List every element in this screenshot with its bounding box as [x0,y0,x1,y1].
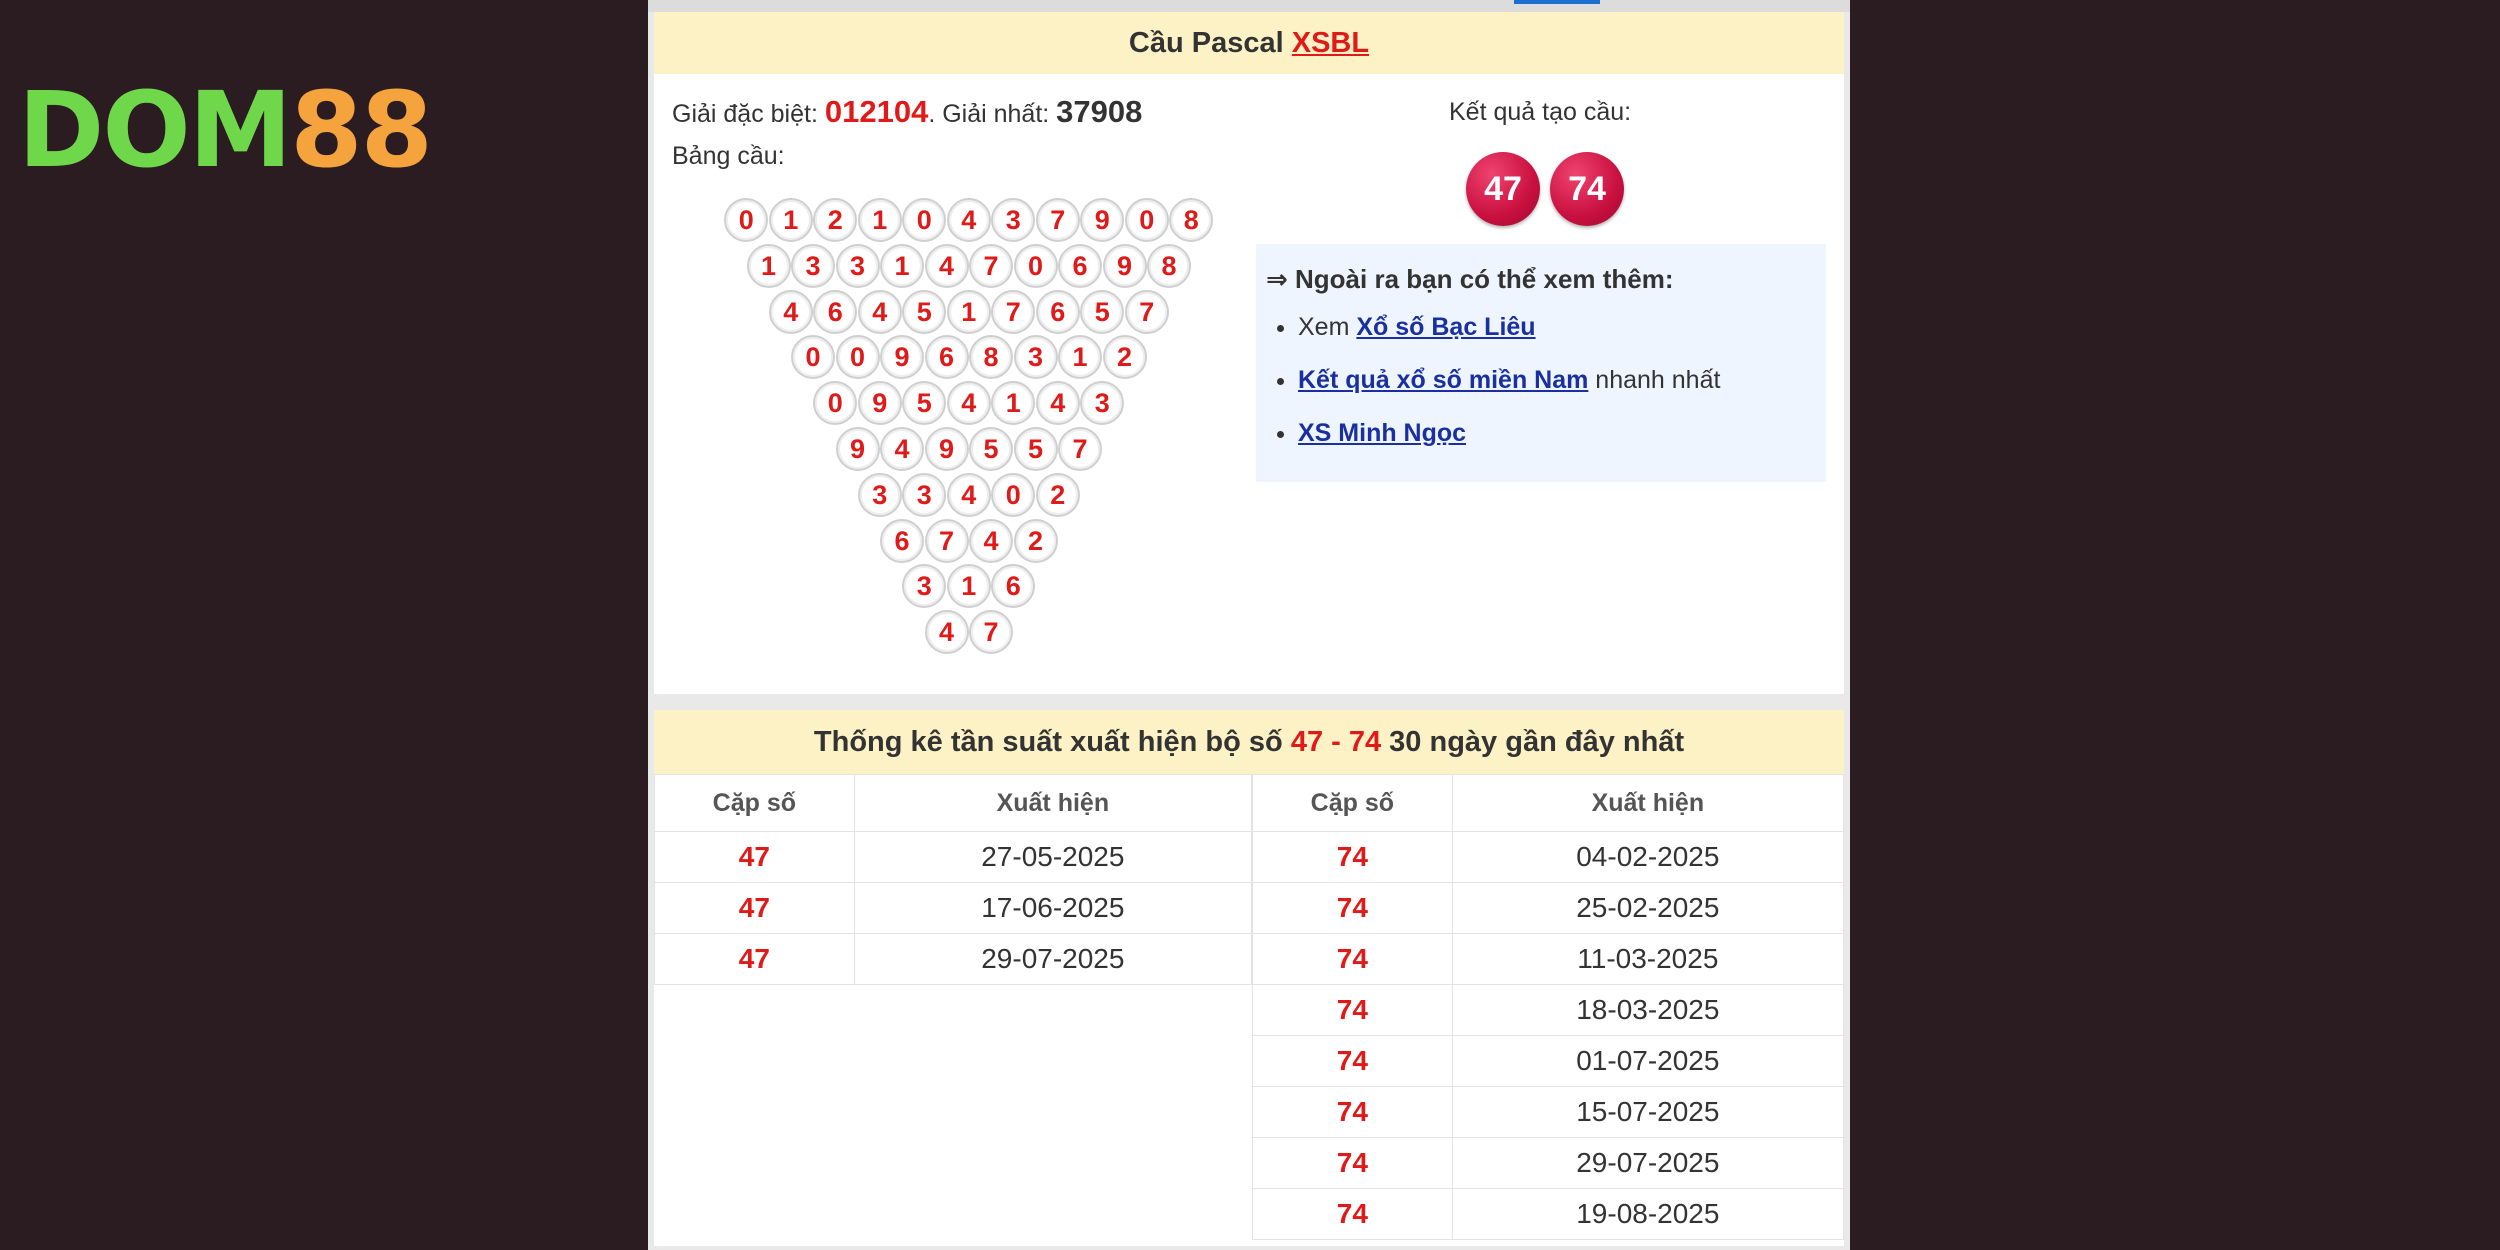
digit-ball: 3 [902,564,946,608]
stats-title-prefix: Thống kê tần suất xuất hiện bộ số [813,726,1291,758]
prize-info [672,94,1142,130]
digit-ball: 1 [1058,335,1102,379]
digit-ball: 3 [791,244,835,288]
digit-ball: 4 [769,290,813,334]
digit-ball: 3 [991,198,1035,242]
digit-ball: 4 [947,198,991,242]
digit-ball: 1 [947,564,991,608]
list-item [1298,310,1720,363]
pair-number: 47 [655,883,855,934]
digit-ball: 7 [1125,290,1169,334]
appear-date: 27-05-2025 [854,832,1251,883]
table-row [1253,883,1844,934]
digit-ball: 2 [1103,335,1147,379]
appear-date: 29-07-2025 [854,934,1251,985]
list-item [1298,363,1720,416]
digit-ball: 5 [969,427,1013,471]
col-header-appear: Xuất hiện [1452,775,1843,832]
pair-number: 74 [1253,1087,1453,1138]
stats-table-left [654,774,1252,985]
digit-ball: 9 [880,335,924,379]
digit-ball: 0 [1125,198,1169,242]
pascal-title [654,12,1844,74]
appear-date: 19-08-2025 [1452,1189,1843,1240]
digit-ball: 0 [836,335,880,379]
digit-ball: 3 [902,473,946,517]
xsbl-link[interactable]: XSBL [1291,27,1370,59]
dom88-logo [18,69,431,191]
digit-ball: 9 [1103,244,1147,288]
pair-number: 74 [1253,1036,1453,1087]
logo-part-dom: DOM [18,69,291,191]
appear-date: 11-03-2025 [1452,934,1843,985]
digit-ball: 7 [969,610,1013,654]
table-row [1253,1138,1844,1189]
triangle-row [902,564,1036,608]
digit-ball: 5 [902,381,946,425]
item-suffix: nhanh nhất [1588,366,1721,394]
table-row [655,832,1252,883]
digit-ball: 1 [747,244,791,288]
digit-ball: 3 [836,244,880,288]
digit-ball: 1 [947,290,991,334]
first-prize-label: . Giải nhất: [928,100,1057,128]
appear-date: 04-02-2025 [1452,832,1843,883]
xo-so-bac-lieu-link[interactable]: Xổ số Bạc Liêu [1356,313,1536,341]
page-content [648,0,1850,1250]
digit-ball: 2 [813,198,857,242]
digit-ball: 0 [902,198,946,242]
appear-date: 18-03-2025 [1452,985,1843,1036]
table-row [655,934,1252,985]
digit-ball: 0 [813,381,857,425]
appear-date: 17-06-2025 [854,883,1251,934]
digit-ball: 4 [1036,381,1080,425]
triangle-row [858,473,1081,517]
digit-ball: 7 [1058,427,1102,471]
result-label: Kết quả tạo cầu: [1449,98,1632,126]
digit-ball: 1 [769,198,813,242]
list-item [1298,416,1720,469]
pair-number: 74 [1253,883,1453,934]
digit-ball: 3 [858,473,902,517]
pascal-title-text: Cầu Pascal [1128,27,1292,59]
stats-panel [654,710,1844,1246]
table-label: Bảng cầu: [672,142,785,170]
digit-ball: 3 [1014,335,1058,379]
table-row [1253,1087,1844,1138]
pair-number: 74 [1253,934,1453,985]
digit-ball: 7 [925,519,969,563]
appear-date: 01-07-2025 [1452,1036,1843,1087]
digit-ball: 4 [925,244,969,288]
pair-number: 47 [655,832,855,883]
ket-qua-mien-nam-link[interactable]: Kết quả xổ số miền Nam [1298,366,1589,394]
col-header-appear: Xuất hiện [854,775,1251,832]
stats-title-suffix: 30 ngày gần đây nhất [1381,726,1685,758]
digit-ball: 5 [1080,290,1124,334]
see-more-heading: ⇒ Ngoài ra bạn có thể xem thêm: [1266,264,1674,294]
digit-ball: 4 [925,610,969,654]
digit-ball: 6 [991,564,1035,608]
digit-ball: 2 [1014,519,1058,563]
triangle-row [836,427,1103,471]
appear-date: 15-07-2025 [1452,1087,1843,1138]
table-row [1253,985,1844,1036]
pair-number: 47 [655,934,855,985]
table-row [1253,1189,1844,1240]
triangle-row [747,244,1192,288]
digit-ball: 7 [1036,198,1080,242]
digit-ball: 7 [991,290,1035,334]
digit-ball: 5 [902,290,946,334]
pair-number: 74 [1253,985,1453,1036]
digit-ball: 9 [925,427,969,471]
digit-ball: 7 [969,244,1013,288]
result-ball: 74 [1550,152,1624,226]
triangle-row [925,610,1014,654]
digit-ball: 6 [813,290,857,334]
digit-ball: 4 [858,290,902,334]
digit-ball: 4 [880,427,924,471]
digit-ball: 8 [969,335,1013,379]
top-tab-bar [648,0,1850,12]
digit-ball: 4 [969,519,1013,563]
pair-number: 74 [1253,1189,1453,1240]
col-header-pair: Cặp số [655,775,855,832]
digit-ball: 4 [947,381,991,425]
stats-title [654,710,1844,774]
digit-ball: 1 [991,381,1035,425]
stats-table-right [1252,774,1844,1240]
first-prize-value: 37908 [1056,94,1143,129]
logo-part-88: 88 [290,69,431,191]
pascal-panel [654,12,1844,694]
table-row [1253,832,1844,883]
digit-ball: 5 [1014,427,1058,471]
stats-title-pair: 47 - 74 [1290,726,1382,758]
appear-date: 29-07-2025 [1452,1138,1843,1189]
pair-number: 74 [1253,1138,1453,1189]
digit-ball: 4 [947,473,991,517]
col-header-pair: Cặp số [1253,775,1453,832]
digit-ball: 9 [1080,198,1124,242]
table-row [1253,934,1844,985]
triangle-row [724,198,1214,242]
special-prize-value: 012104 [824,94,929,129]
table-row [1253,1036,1844,1087]
digit-ball: 6 [925,335,969,379]
digit-ball: 8 [1147,244,1191,288]
active-tab-indicator[interactable] [1514,0,1600,4]
digit-ball: 9 [836,427,880,471]
appear-date: 25-02-2025 [1452,883,1843,934]
digit-ball: 9 [858,381,902,425]
digit-ball: 0 [724,198,768,242]
digit-ball: 2 [1036,473,1080,517]
digit-ball: 1 [880,244,924,288]
triangle-row [791,335,1147,379]
digit-ball: 1 [858,198,902,242]
special-prize-label: Giải đặc biệt: [672,100,825,128]
digit-ball: 0 [791,335,835,379]
digit-ball: 6 [1058,244,1102,288]
digit-ball: 0 [991,473,1035,517]
triangle-row [813,381,1125,425]
pair-number: 74 [1253,832,1453,883]
triangle-row [769,290,1170,334]
xs-minh-ngoc-link[interactable]: XS Minh Ngọc [1298,419,1467,447]
digit-ball: 6 [880,519,924,563]
digit-ball: 6 [1036,290,1080,334]
triangle-row [880,519,1058,563]
see-more-list [1266,310,1720,469]
see-more-box [1256,244,1826,482]
digit-ball: 3 [1080,381,1124,425]
digit-ball: 0 [1014,244,1058,288]
digit-ball: 8 [1169,198,1213,242]
result-ball: 47 [1466,152,1540,226]
table-row [655,883,1252,934]
item-prefix: Xem [1298,313,1357,341]
